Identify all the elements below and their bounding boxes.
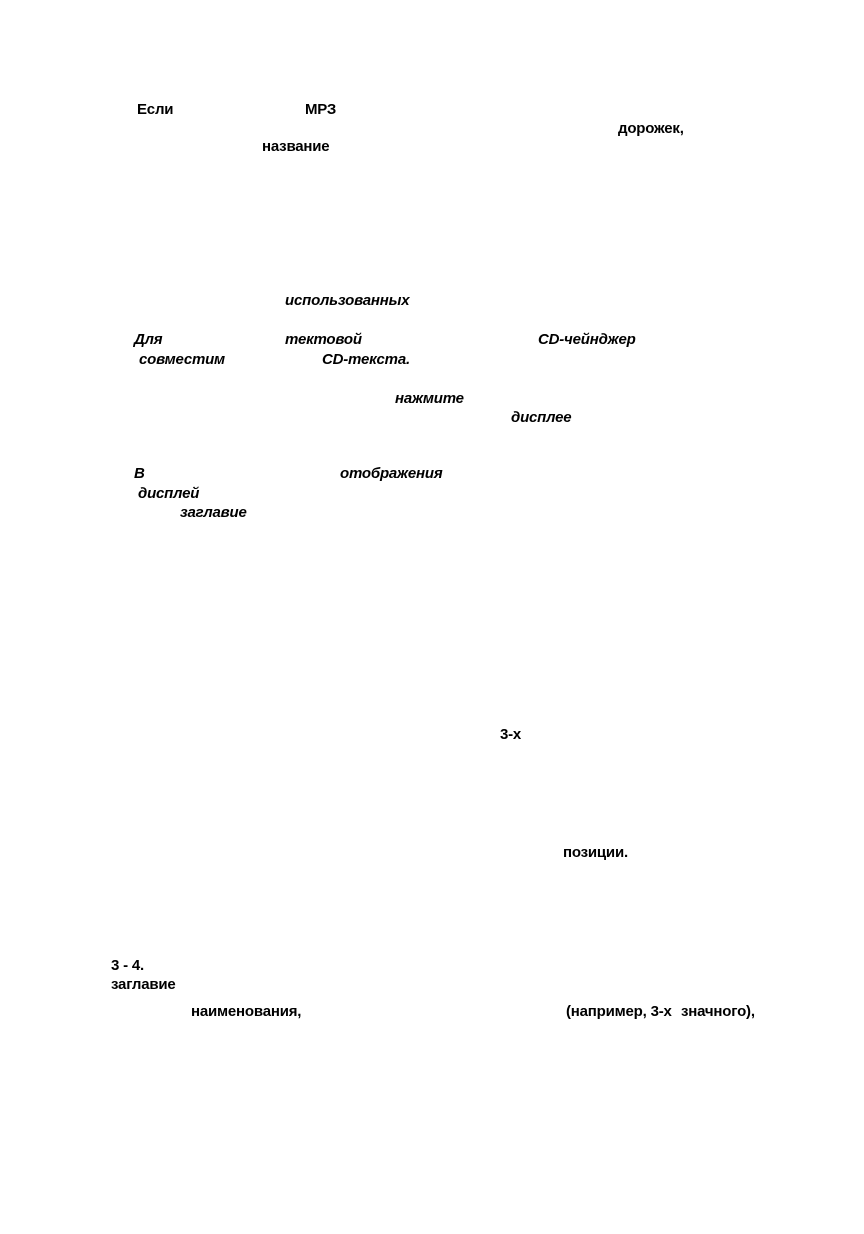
word-tektovoy: тектовой [285,331,362,348]
word-pozicii: позиции. [563,844,628,861]
word-displee: дисплее [511,409,572,426]
word-3h: 3-х [500,726,522,743]
word-naimenovaniya: наименования, [191,1003,302,1020]
word-sovmestim: совместим [139,351,225,368]
word-nazvanie: название [262,138,330,155]
word-znachnogo: значного), [681,1003,755,1020]
word-ispolzovannyh: использованных [285,292,410,309]
word-displey: дисплей [138,485,200,502]
word-v: В [134,465,145,482]
word-esli: Если [137,101,174,118]
word-cd-teksta: CD-текста. [322,351,410,368]
word-otobrazheniya: отображения [340,465,443,482]
word-zaglavie-italic: заглавие [180,504,247,521]
word-zaglavie: заглавие [111,976,176,993]
word-dlya: Для [134,331,163,348]
word-mp3: МРЗ [305,101,337,118]
section-number: 3 - 4. [111,957,144,974]
word-nazhmite: нажмите [395,390,464,407]
word-dorozhek: дорожек, [618,120,684,137]
word-naprimer: (например, 3-х [566,1003,672,1020]
word-cd-changer: CD-чейнджер [538,331,636,348]
